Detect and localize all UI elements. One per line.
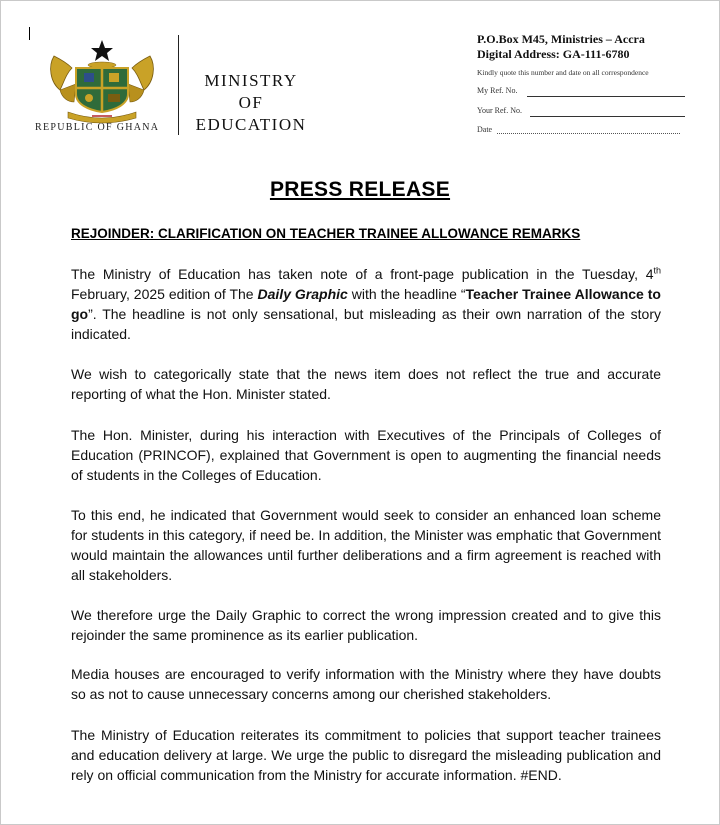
p1-superscript: th <box>653 265 661 276</box>
p1-part-a: The Ministry of Education has taken note of a front-page publication in the Tuesday, 4 <box>71 266 654 282</box>
p1-headline: Teacher Trainee Allowance to go <box>71 286 661 322</box>
paragraph-2: We wish to categorically state that the news item does not reflect the true and accurate reporting of what the Hon. Minister stated. <box>71 366 661 402</box>
coat-of-arms-icon <box>46 38 158 124</box>
date-label: Date <box>477 125 493 134</box>
paragraph-3: The Hon. Minister, during his interaction with Executives of the Principals of Colleges of Education (PRINCOF), explained that Government is open to augmenting the financial needs of students in the Colleges of Education. <box>71 427 661 483</box>
my-ref-label: My Ref. No. <box>477 86 518 95</box>
address-block <box>477 32 645 62</box>
your-ref-label: Your Ref. No. <box>477 106 522 115</box>
digital-address: Digital Address: GA-111-6780 <box>477 47 630 61</box>
p1-part-d: ”. The headline is not only sensational, but misleading as their own narration of the story indicated. <box>71 306 661 342</box>
p1-part-c: with the headline “ <box>347 286 466 302</box>
paragraph-1 <box>71 264 661 344</box>
p1-part-b: February, 2025 edition of The <box>71 286 258 302</box>
page-title: PRESS RELEASE <box>269 178 451 201</box>
country-name: REPUBLIC OF GHANA <box>35 122 160 133</box>
paragraph-6: Media houses are encouraged to verify information with the Ministry where they have doubts so as not to cause unnecessary concerns among our cherished stakeholders. <box>71 666 661 702</box>
paragraph-7: The Ministry of Education reiterates its commitment to policies that support teacher trainees and education delivery at large. We urge the public to disregard the misleading publication and rely on official communication from the Ministry for accurate information. #END. <box>71 727 661 783</box>
letterhead-divider <box>178 35 179 135</box>
po-box: P.O.Box M45, Ministries – Accra <box>477 32 645 46</box>
ministry-line-3: EDUCATION <box>195 115 307 134</box>
date-line <box>497 133 680 134</box>
release-subtitle: REJOINDER: CLARIFICATION ON TEACHER TRAINEE ALLOWANCE REMARKS <box>71 226 581 241</box>
p1-newspaper-name: Daily Graphic <box>257 286 348 302</box>
ministry-line-1: MINISTRY <box>204 71 298 90</box>
reference-note: Kindly quote this number and date on all correspondence <box>477 68 649 77</box>
ministry-name <box>186 70 316 136</box>
paragraph-4: To this end, he indicated that Government would seek to consider an enhanced loan scheme for students in this category, if need be. In addition, the Minister was emphatic that Government would maintain the allowances until further deliberations and a firm agreement is reached with all stakeholders. <box>71 507 661 583</box>
ministry-line-2: OF <box>238 93 264 112</box>
my-ref-line <box>527 96 685 97</box>
text-cursor <box>29 27 30 40</box>
paragraph-5: We therefore urge the Daily Graphic to correct the wrong impression created and to give this rejoinder the same prominence as its earlier publication. <box>71 607 661 643</box>
your-ref-line <box>530 116 685 117</box>
